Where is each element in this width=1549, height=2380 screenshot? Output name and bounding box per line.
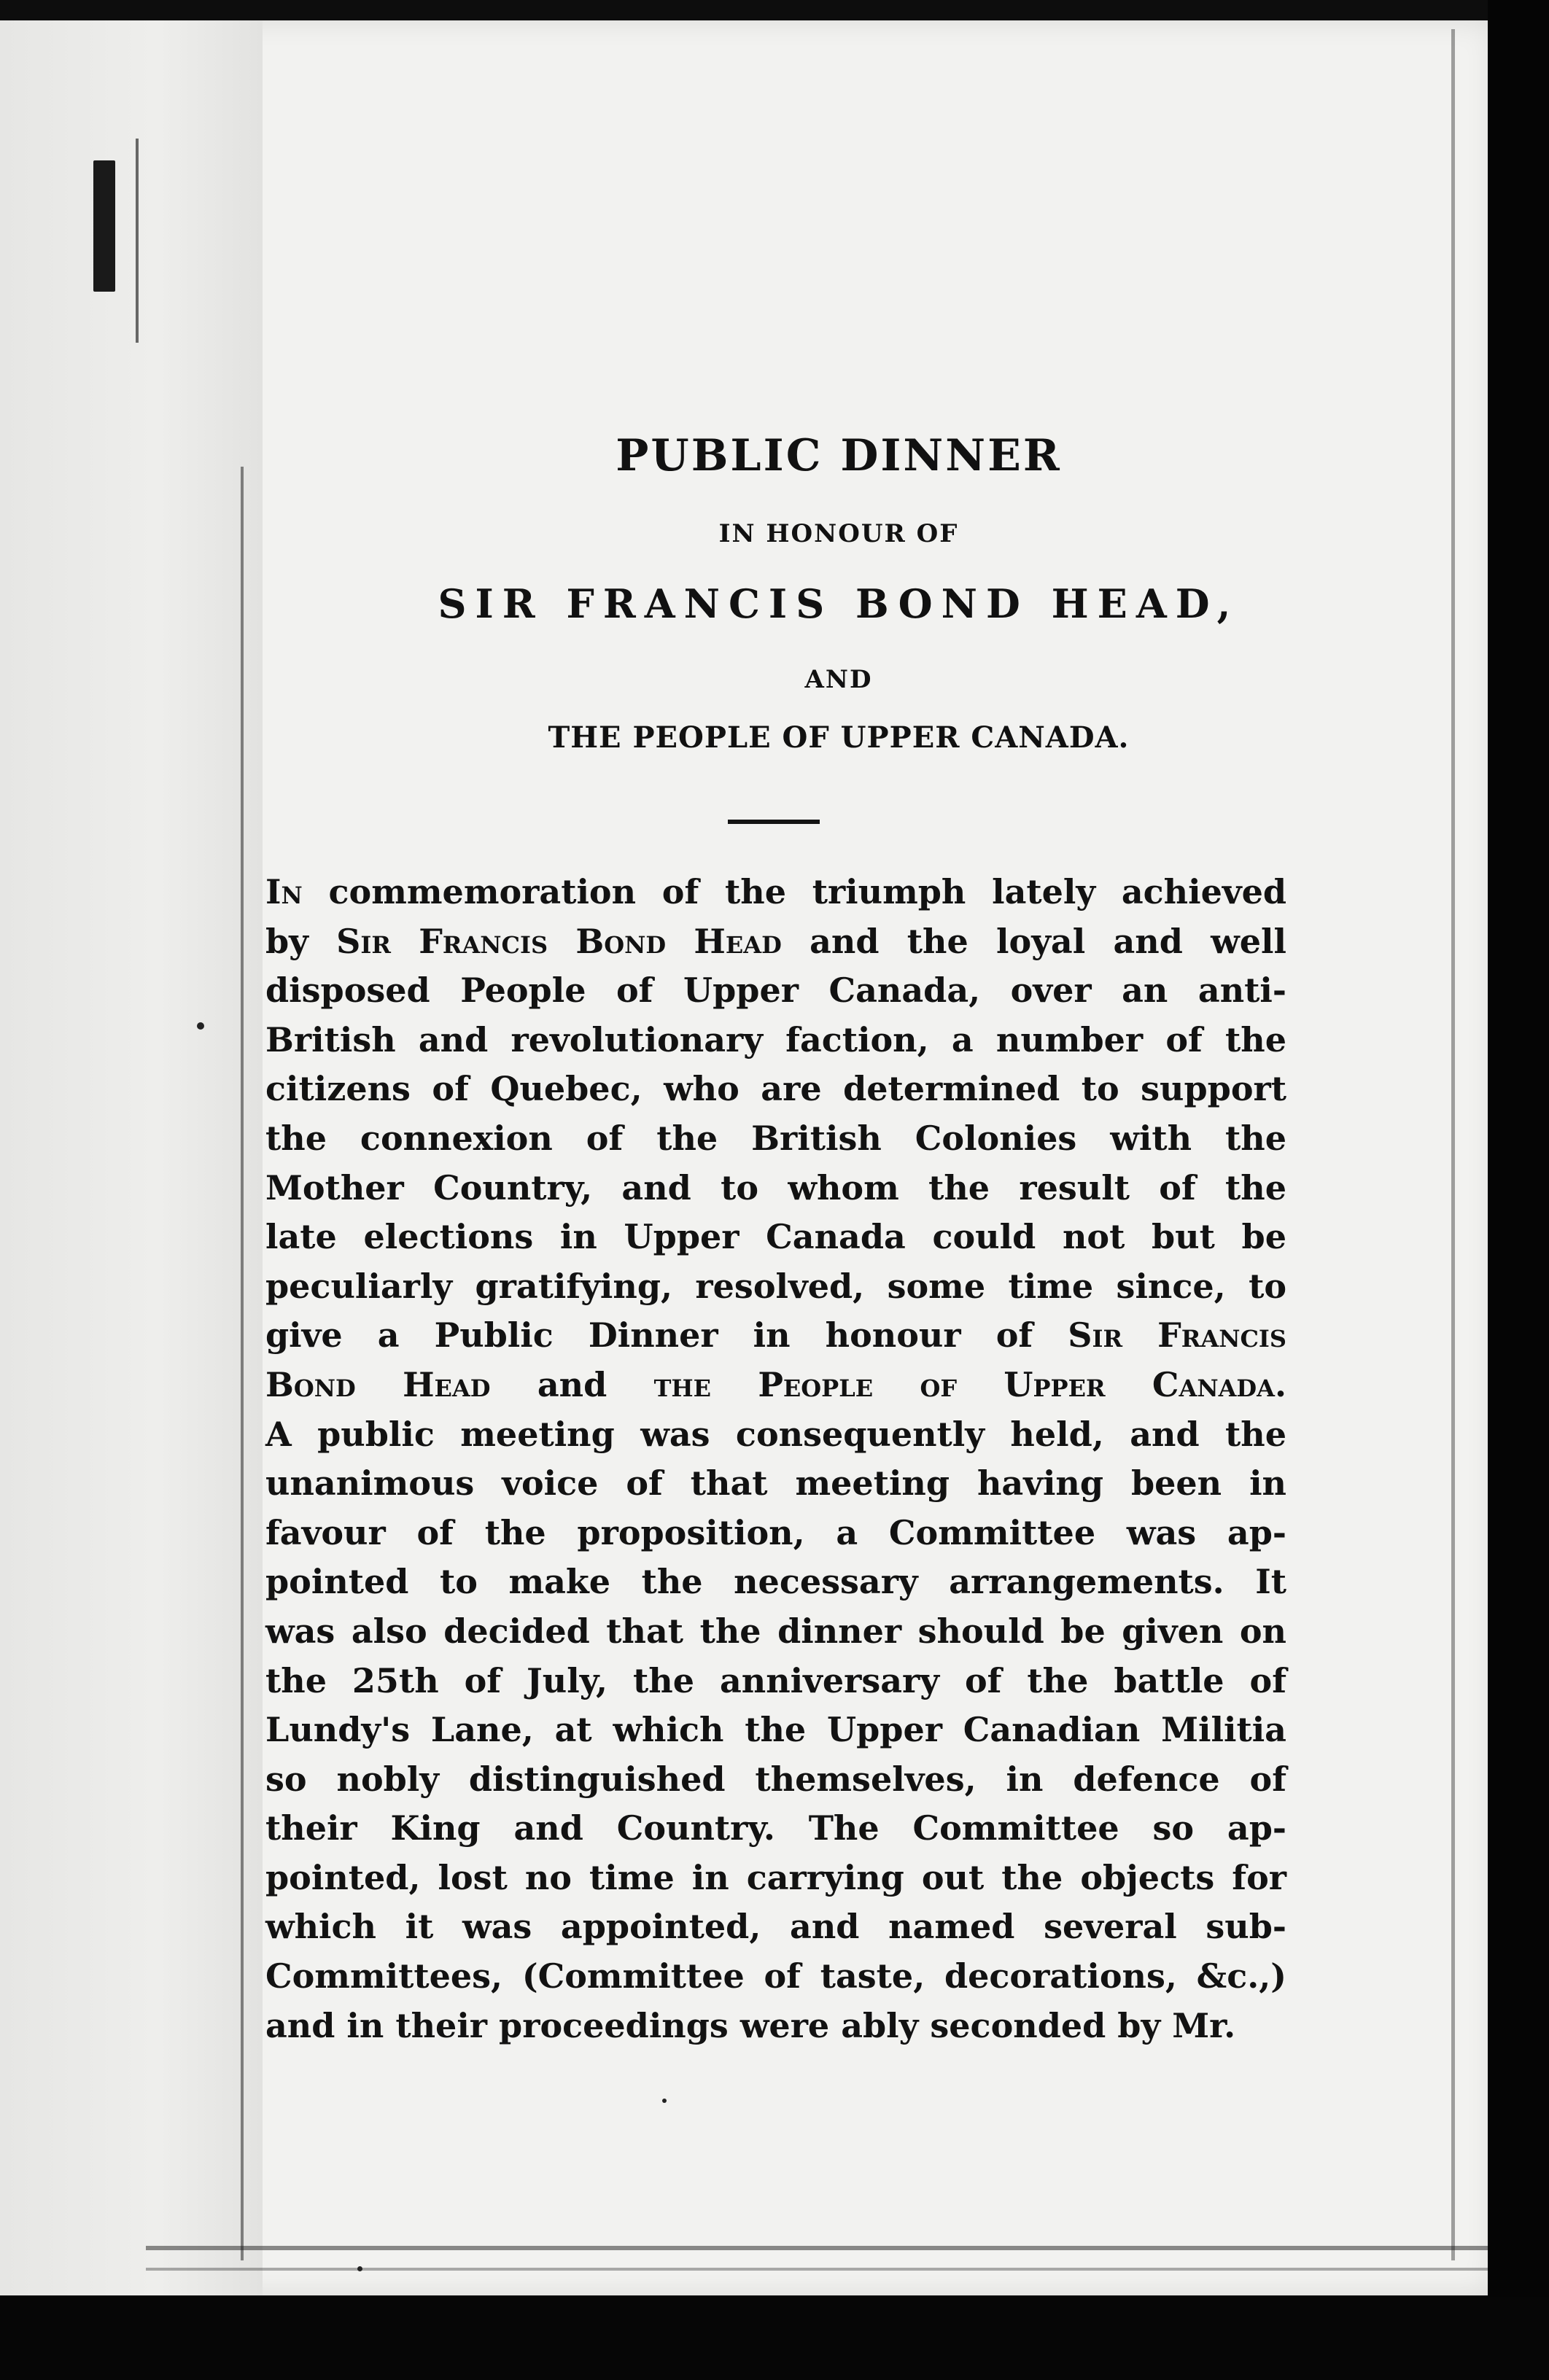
subtitle: AND — [804, 665, 873, 694]
body-text-segment: which it was appointed, and named several sub- — [265, 1907, 1286, 1947]
body-line — [265, 1459, 1286, 1509]
body-line — [265, 1016, 1286, 1065]
body-text-segment: pointed to make the necessary arrangements. It — [265, 1562, 1286, 1602]
body-line — [265, 1902, 1286, 1952]
body-line — [265, 1361, 1286, 1410]
body-line — [265, 1213, 1286, 1262]
binding-clip — [93, 160, 115, 292]
body-text-segment: the 25th of July, the anniversary of the battle of — [265, 1660, 1286, 1700]
body-text-segment: Mother Country, and to whom the result of the — [265, 1167, 1286, 1208]
ink-speck — [357, 2266, 362, 2271]
fold-line — [136, 139, 139, 343]
body-text-segment: Lundy's Lane, at which the Upper Canadian Militia — [265, 1710, 1286, 1750]
body-text-segment: and — [490, 1364, 654, 1404]
body-line — [265, 1607, 1286, 1657]
body-line — [265, 1311, 1286, 1361]
body-text-segment: was also decided that the dinner should be given on — [265, 1611, 1286, 1651]
body-line — [265, 1854, 1286, 1903]
body-text-segment: Sir Francis Bond Head — [336, 921, 782, 961]
body-text-segment: the People of Upper Canada. — [653, 1364, 1287, 1404]
body-text-segment: late elections in Upper Canada could not but be — [265, 1217, 1286, 1257]
body-line — [265, 1410, 1286, 1460]
divider-rule — [728, 820, 820, 824]
body-line — [265, 1706, 1286, 1755]
body-line — [265, 1262, 1286, 1312]
honoree-name: SIR FRANCIS BOND HEAD, — [438, 580, 1240, 627]
page-edge — [146, 2246, 1488, 2250]
body-text-segment: disposed People of Upper Canada, over an anti- — [265, 971, 1286, 1011]
body-text-segment: their King and Country. The Committee so ap- — [265, 1808, 1286, 1848]
body-line — [265, 2002, 1286, 2051]
page-edge — [1451, 29, 1455, 2260]
scan-border — [1488, 0, 1549, 2380]
body-line — [265, 1509, 1286, 1558]
ink-speck — [197, 1022, 204, 1030]
body-text-segment: the connexion of the British Colonies with the — [265, 1118, 1286, 1158]
body-text-segment: Bond Head — [265, 1364, 491, 1404]
body-text-segment: A public meeting was consequently held, and the — [265, 1414, 1286, 1454]
body-line — [265, 1755, 1286, 1805]
body-text-segment: citizens of Quebec, who are determined to support — [265, 1069, 1286, 1109]
body-line — [265, 1558, 1286, 1607]
page-edge — [146, 2268, 1488, 2271]
body-text-segment: Sir Francis — [1068, 1315, 1286, 1356]
body-text-segment: so nobly distinguished themselves, in defence of — [265, 1759, 1286, 1799]
body-text-segment: by — [265, 921, 337, 961]
body-text-segment: favour of the proposition, a Committee was ap- — [265, 1512, 1286, 1552]
body-line — [265, 917, 1286, 967]
body-text-segment: commemoration of the triumph lately achieved — [302, 872, 1286, 911]
scan-border — [0, 2297, 1549, 2380]
body-line — [265, 1164, 1286, 1213]
body-line — [265, 1804, 1286, 1854]
body-line — [265, 1657, 1286, 1706]
adjacent-page-edge — [0, 20, 263, 2295]
body-line — [265, 1065, 1286, 1114]
body-text-segment: peculiarly gratifying, resolved, some time since, to — [265, 1266, 1286, 1306]
body-text-segment: and the loyal and well — [781, 921, 1286, 961]
body-paragraph — [265, 868, 1286, 2050]
body-text-segment: pointed, lost no time in carrying out the objects for — [265, 1857, 1286, 1897]
body-line — [265, 1952, 1286, 2002]
body-text-segment: give a Public Dinner in honour of — [265, 1315, 1068, 1356]
fold-line — [241, 467, 244, 2260]
people-heading: THE PEOPLE OF UPPER CANADA. — [548, 720, 1130, 755]
body-text-segment: In — [265, 872, 303, 911]
body-text-segment: British and revolutionary faction, a number of the — [265, 1019, 1286, 1059]
subtitle: IN HONOUR OF — [718, 519, 959, 548]
ink-speck — [662, 2099, 667, 2103]
body-line — [265, 868, 1286, 917]
body-text-segment: unanimous voice of that meeting having been in — [265, 1463, 1286, 1504]
body-line — [265, 966, 1286, 1016]
page-title: PUBLIC DINNER — [616, 430, 1062, 481]
body-text-segment: Committees, (Committee of taste, decorations, &c.,) — [265, 1956, 1286, 1996]
body-text-segment: and in their proceedings were ably seconded by Mr. — [265, 2005, 1236, 2045]
body-line — [265, 1114, 1286, 1164]
